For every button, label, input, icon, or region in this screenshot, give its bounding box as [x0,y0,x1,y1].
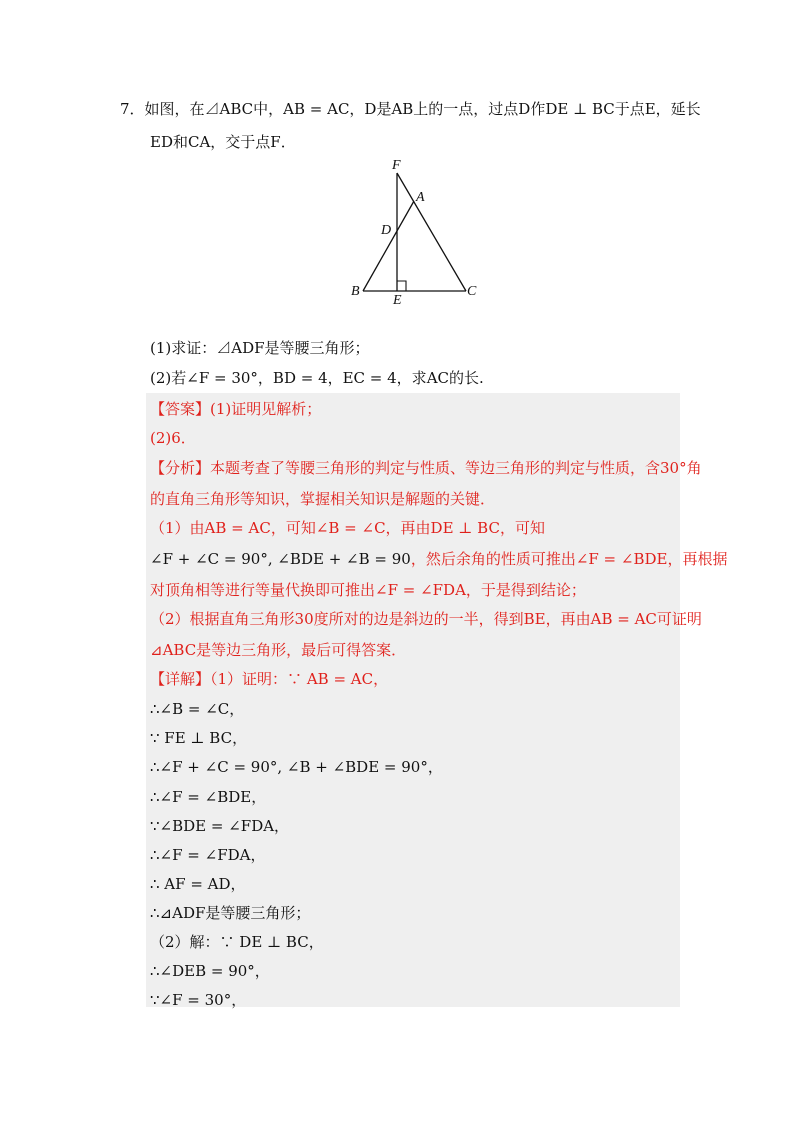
analysis-line4 [150,548,727,569]
label-A: A [416,190,425,205]
question-number: 7． [120,100,145,118]
analysis-line6: （2）根据直角三角形30度所对的边是斜边的一半，得到BE，再由AB = AC可证明 [150,610,702,628]
analysis-line4-math: ∠F + ∠C = 90°, ∠BDE + ∠B = 90 [150,550,411,568]
detail-line-2: ∴∠F + ∠C = 90°, ∠B + ∠BDE = 90°， [150,758,443,776]
label-B: B [351,284,360,299]
analysis-line1 [150,457,702,478]
label-C: C [467,284,477,299]
answer-part1: (1)证明见解析； [210,400,322,418]
analysis-line3: （1）由AB = AC，可知∠B = ∠C，再由DE ⊥ BC，可知 [150,519,545,537]
detail-line-3: ∴∠F = ∠BDE， [150,788,267,806]
segment-FC [397,173,466,291]
question-part1: (1)求证：⊿ADF是等腰三角形； [150,339,370,357]
analysis-line4-text: ，然后余角的性质可推出∠F = ∠BDE，再根据 [410,550,728,568]
question-number-and-stem-line1 [120,98,701,119]
question-stem-line1: 如图，在⊿ABC中，AB = AC，D是AB上的一点，过点D作DE ⊥ BC于点E，延长 [144,100,701,118]
detail-line-4: ∵∠BDE = ∠FDA， [150,817,290,835]
label-D: D [381,223,392,238]
question-stem-line2: ED和CA，交于点F． [150,133,296,151]
detail-line-1: ∵ FE ⊥ BC， [150,729,248,747]
label-F: F [392,158,401,173]
segment-BA [363,201,414,291]
question-part2: (2)若∠F = 30°，BD = 4，EC = 4，求AC的长. [150,369,484,387]
detail-head [150,668,388,689]
answer-line1 [150,398,321,419]
analysis-line5: 对顶角相等进行等量代换即可推出∠F = ∠FDA，于是得到结论； [150,581,586,599]
answer-part2: (2)6． [150,429,196,447]
answer-tag: 【答案】 [150,400,211,418]
geometry-figure [345,155,485,305]
label-E: E [393,293,402,305]
detail-line-8: （2）解：∵ DE ⊥ BC， [150,933,324,951]
detail-line-10: ∵∠F = 30°， [150,991,247,1009]
detail-line-6: ∴ AF = AD， [150,875,246,893]
detail-line-0: ∴∠B = ∠C， [150,700,245,718]
detail-line-9: ∴∠DEB = 90°， [150,962,270,980]
analysis-line2: 的直角三角形等知识，掌握相关知识是解题的关键． [150,490,496,508]
analysis-text1: 本题考查了等腰三角形的判定与性质、等边三角形的判定与性质，含30°角 [210,459,702,477]
detail-tag: 【详解】 [150,670,211,688]
detail-line-7: ∴⊿ADF是等腰三角形； [150,904,311,922]
right-angle-mark [397,281,406,291]
detail-line-5: ∴∠F = ∠FDA， [150,846,266,864]
analysis-tag: 【分析】 [150,459,211,477]
detail-head-text: （1）证明：∵ AB = AC， [210,670,389,688]
analysis-line7: ⊿ABC是等边三角形，最后可得答案． [150,641,407,659]
